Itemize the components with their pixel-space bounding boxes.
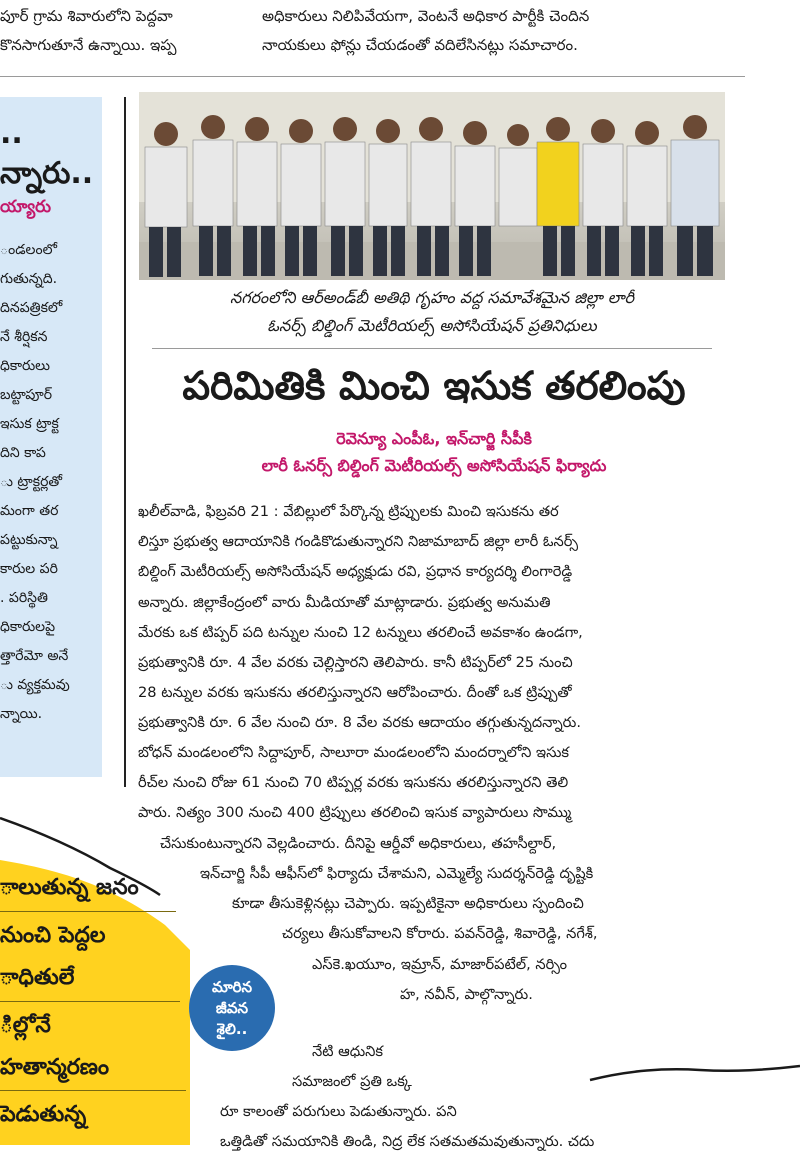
sidebar-line: మంగా తర	[0, 503, 59, 519]
article-body-line: ఖలీల్‌వాడి, ఫిబ్రవరి 21 : వేబిల్లులో పేర్కొన్న ట్రిప్పులకు మించి ఇసుకను తర	[138, 503, 559, 520]
article-body-line: లిస్తూ ప్రభుత్వ ఆదాయానికి గండికొడుతున్నారని నిజామాబాద్‌ జిల్లా లారీ ఓనర్స్‌	[138, 533, 579, 550]
lifestyle-badge-line-2: జీవన	[215, 999, 249, 1017]
article-headline: పరిమితికి మించి ఇసుక తరలింపు	[182, 364, 686, 409]
yellow-box-line: ిల్లోనే	[0, 1013, 51, 1038]
bottom-article-line: నేటి ఆధునిక	[312, 1043, 384, 1060]
sidebar-line: ండలంలో	[0, 242, 57, 258]
sidebar-line: . పరిస్థితి	[0, 590, 48, 606]
bottom-article-line: ఒత్తిడితో సమయానికి తిండి, నిద్ర లేక సతమతమవుతున్నారు. చదు	[220, 1133, 595, 1150]
sidebar-line: ఇసుక ట్రాక్ట	[0, 416, 59, 432]
photo-caption-line-1: నగరంలోని ఆర్‌అండ్‌బీ అతిథి గృహం వద్ద సమావేశమైన జిల్లా లారీ	[229, 288, 635, 307]
article-body-line: రీచ్‌ల నుంచి రోజు 61 నుంచి 70 టిప్పర్ల వరకు ఇసుకను తరలిస్తున్నారని తెలి	[138, 774, 569, 791]
yellow-box-divider	[0, 911, 176, 912]
sidebar-line: ు ట్రాక్టర్లతో	[0, 474, 63, 490]
lifestyle-badge-line-1: మారిన	[211, 978, 253, 996]
column-rule	[124, 97, 126, 787]
sidebar-headline-2: న్నారు..	[0, 156, 94, 191]
bottom-article-line: రూ కాలంతో పరుగులు పెడుతున్నారు. పని	[220, 1103, 457, 1120]
yellow-box-line: ాధితులే	[0, 965, 75, 990]
top-right-line-1: అధికారులు నిలిపివేయగా, వెంటనే అధికార పార్టీకి చెందిన	[262, 7, 590, 25]
article-body-line: పారు. నిత్యం 300 నుంచి 400 ట్రిప్పులు తరలించి ఇసుక వ్యాపారులు సొమ్ము	[138, 804, 572, 821]
article-body-line: చేసుకుంటున్నారని వెల్లడించారు. దీనిపై ఆర్డీవో అధికారులు, తహసీల్దార్‌,	[160, 835, 557, 852]
sidebar-line: దిని కాప	[0, 445, 46, 461]
sidebar-line: న్నాయి.	[0, 706, 43, 722]
article-body-line: బోధన్‌ మండలంలోని సిద్దాపూర్‌, సాలూరా మండలంలోని మందర్నాలోని ఇసుక	[138, 744, 570, 761]
article-body-line: ప్రభుత్వానికి రూ. 6 వేల నుంచి రూ. 8 వేల వరకు ఆదాయం తగ్గుతున్నదన్నారు.	[138, 714, 581, 731]
top-divider	[0, 76, 745, 77]
yellow-box-line: ాలుతున్న జనం	[0, 875, 139, 900]
yellow-box-divider	[0, 1001, 180, 1002]
sidebar-line: ధికారులు	[0, 358, 50, 374]
lifestyle-badge-line-3: శైలి..	[216, 1020, 248, 1038]
top-left-line-2: కొనసాగుతూనే ఉన్నాయి. ఇప్ప	[0, 36, 177, 54]
group-photo	[139, 92, 725, 280]
sidebar-headline-1: ..	[0, 116, 23, 151]
article-body-line: చర్యలు తీసుకోవాలని కోరారు. పవన్‌రెడ్డి, శివారెడ్డి, నగేశ్‌,	[282, 925, 598, 942]
article-body-line: అన్నారు. జిల్లాకేంద్రంలో వారు మీడియాతో మాట్లాడారు. ప్రభుత్వ అనుమతి	[138, 594, 551, 611]
article-body-line: ప్రభుత్వానికి రూ. 4 వేల వరకు చెల్లిస్తారని తెలిపారు. కానీ టిప్పర్‌లో 25 నుంచి	[138, 654, 573, 671]
article-body-line: ఎస్‌కె.ఖయూం, ఇమ్రాన్‌, మాజార్‌పటేల్‌, నర్సిం	[312, 956, 567, 973]
sidebar-line: నే శీర్షికన	[0, 329, 48, 345]
article-body-line: బిల్డింగ్‌ మెటీరియల్స్‌ అసోసియేషన్‌ అధ్యక్షుడు రవి, ప్రధాన కార్యదర్శి లింగారెడ్డి	[138, 563, 573, 580]
yellow-box-divider	[0, 1090, 186, 1091]
article-body-line: ఇన్‌చార్జి సీపీ ఆఫీస్‌లో ఫిర్యాదు చేశామని, ఎమ్మెల్యే సుదర్శన్‌రెడ్డి దృష్టికి	[200, 865, 594, 882]
top-left-line-1: పూర్‌ గ్రామ శివారులోని పెద్దవా	[0, 7, 173, 25]
caption-divider	[152, 348, 712, 349]
sidebar-subhead: య్యారు	[0, 197, 52, 217]
article-deck-line-2: లారీ ఓనర్స్‌ బిల్డింగ్‌ మెటీరియల్స్‌ అసోసియేషన్‌ ఫిర్యాదు	[261, 456, 607, 475]
article-body-line: మేరకు ఒక టిప్పర్‌ పది టన్నుల నుంచి 12 టన్నులు తరలించే అవకాశం ఉండగా,	[138, 624, 583, 641]
sidebar-line: బట్టాపూర్	[0, 387, 52, 403]
article-body-line: హ, నవీన్‌, పాల్గొన్నారు.	[400, 986, 533, 1003]
photo-caption-line-2: ఓనర్స్‌ బిల్డింగ్‌ మెటీరియల్స్‌ అసోసియేషన్‌ ప్రతినిధులు	[267, 316, 597, 335]
top-right-line-2: నాయకులు ఫోన్లు చేయడంతో వదిలేసినట్లు సమాచారం.	[262, 36, 578, 54]
yellow-box-line: పెడుతున్న	[0, 1102, 87, 1127]
article-body-line: 28 టన్నుల వరకు ఇసుకను తరలిస్తున్నారని ఆరోపించారు. దీంతో ఒక ట్రిప్పుతో	[138, 684, 572, 701]
sidebar-line: కారుల పరి	[0, 561, 58, 577]
article-deck-line-1: రెవెన్యూ ఎంపీఓ, ఇన్‌చార్జి సీపీకి	[336, 429, 532, 448]
yellow-box-line: నుంచి పెద్దల	[0, 923, 106, 948]
sidebar-line: దినపత్రికలో	[0, 300, 63, 316]
yellow-box-line: హతాన్మరణం	[0, 1055, 110, 1080]
bottom-article-line: సమాజంలో ప్రతి ఒక్క	[292, 1073, 412, 1090]
sidebar-line: త్తారేమో అనే	[0, 648, 69, 664]
article-body-line: కూడా తీసుకెళ్లినట్లు చెప్పారు. ఇప్పటికైనా అధికారులు స్పందించి	[232, 895, 584, 912]
sidebar-line: ధికారులపై	[0, 619, 56, 635]
sidebar-line: గుతున్నది.	[0, 271, 58, 287]
group-photo-illustration	[139, 92, 725, 280]
sidebar-line: ు వ్యక్తమవు	[0, 677, 70, 693]
sidebar-line: పట్టుకున్నా	[0, 532, 58, 548]
